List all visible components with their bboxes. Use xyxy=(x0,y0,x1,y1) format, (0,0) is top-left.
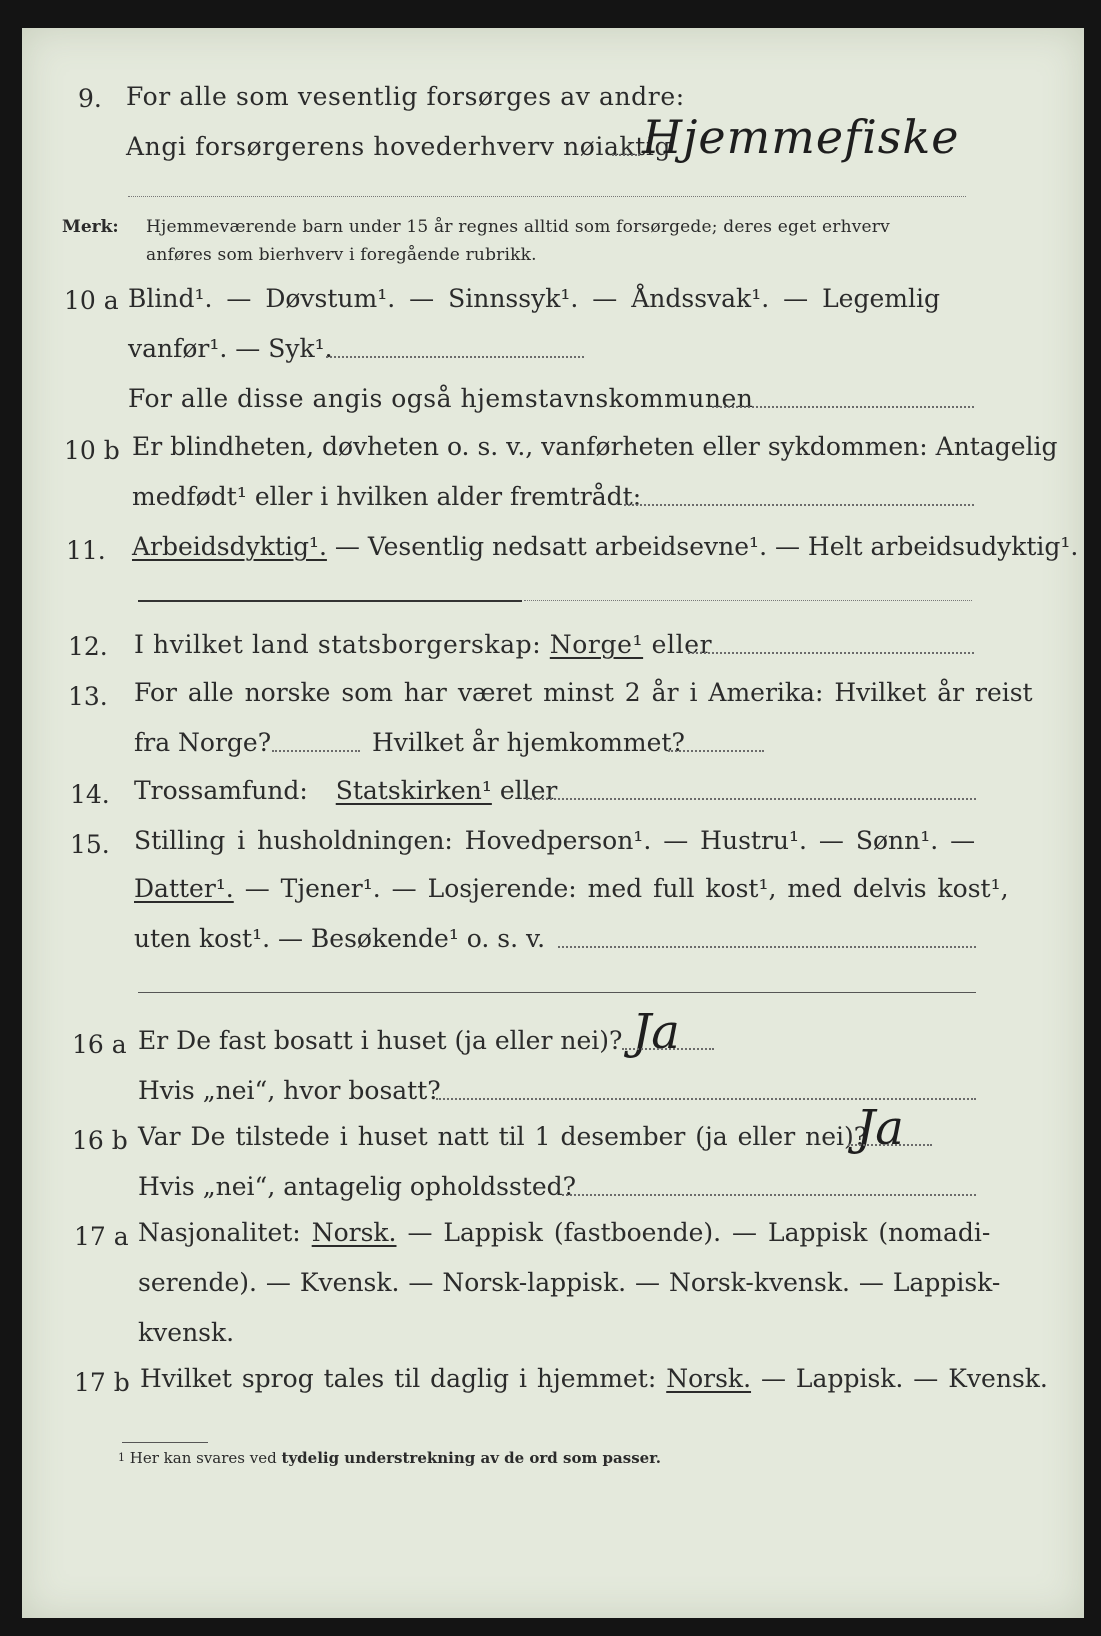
footnote-bold-text: tydelig understrekning av de ord som passer. xyxy=(281,1449,661,1467)
q9-handwritten-answer[interactable]: Hjemmefiske xyxy=(642,110,960,164)
q14-number: 14. xyxy=(70,780,110,809)
q17b-option-norsk[interactable]: Norsk. xyxy=(666,1364,752,1393)
q16a-answer-line xyxy=(622,1048,714,1050)
q9-line2: Angi forsørgerens hovederhverv nøiaktig xyxy=(126,132,672,161)
q10b-number: 10 b xyxy=(64,436,120,465)
q13-hjemkommet-line xyxy=(668,750,764,752)
merk-line2: anføres som bierhverv i foregående rubrikk. xyxy=(146,245,537,265)
q11-other-options: — Vesentlig nedsatt arbeidsevne¹. — Helt arbeidsudyktig¹. xyxy=(334,532,1079,561)
q12-tail: eller xyxy=(651,630,713,659)
census-form-page xyxy=(22,28,1084,1618)
q16a-line2: Hvis „nei“, hvor bosatt? xyxy=(138,1076,441,1105)
q11-option-arbeidsdyktig[interactable]: Arbeidsdyktig¹. xyxy=(132,532,327,561)
q12-answer-line xyxy=(688,652,974,654)
q15-answer-line xyxy=(558,946,976,948)
q17a-line3: kvensk. xyxy=(138,1318,235,1347)
q12-number: 12. xyxy=(68,632,108,661)
q10a-line2: vanfør¹. — Syk¹. xyxy=(128,334,333,363)
q14-line xyxy=(134,776,557,806)
q16b-number: 16 b xyxy=(72,1126,128,1155)
q12-question: I hvilket land statsborgerskap: xyxy=(134,630,542,659)
q15-option-datter[interactable]: Datter¹. xyxy=(134,874,234,903)
q15-continuation-line xyxy=(138,992,976,993)
footnote-rule xyxy=(122,1442,208,1443)
q17a-line1-rest: — Lappisk (fastboende). — Lappisk (nomadi- xyxy=(407,1218,991,1247)
q10a-line3: For alle disse angis også hjemstavnskommunen xyxy=(128,384,754,413)
footnote-text: Her kan svares ved xyxy=(129,1449,277,1467)
q10a-number: 10 a xyxy=(64,286,119,315)
q9-answer-line xyxy=(612,154,640,156)
q17b-number: 17 b xyxy=(74,1368,130,1397)
q16b-line2: Hvis „nei“, antagelig opholdssted? xyxy=(138,1172,577,1201)
q9-line1: For alle som vesentlig forsørges av andre: xyxy=(126,82,685,111)
q13-line2b: Hvilket år hjemkommet? xyxy=(372,728,685,757)
q16a-number: 16 a xyxy=(72,1030,127,1059)
q11-line xyxy=(132,532,1078,562)
q17a-number: 17 a xyxy=(74,1222,129,1251)
footnote xyxy=(118,1448,661,1468)
q16b-opholdssted-line xyxy=(562,1194,976,1196)
q9-number: 9. xyxy=(78,84,102,113)
q10a-line1: Blind¹. — Døvstum¹. — Sinnssyk¹. — Åndssvak¹. — Legemlig xyxy=(128,284,940,313)
q17a-line1 xyxy=(138,1218,990,1248)
q13-reist-line xyxy=(272,750,360,752)
q16b-handwritten-answer[interactable]: Ja xyxy=(856,1100,904,1156)
q12-line xyxy=(134,630,712,660)
q17b-question: Hvilket sprog tales til daglig i hjemmet: xyxy=(140,1364,657,1393)
q11-number: 11. xyxy=(66,536,106,565)
q10b-line2: medfødt¹ eller i hvilken alder fremtrådt: xyxy=(132,482,642,511)
q13-line1: For alle norske som har været minst 2 år i Amerika: Hvilket år reist xyxy=(134,678,1033,707)
q15-number: 15. xyxy=(70,830,110,859)
q10b-answer-line xyxy=(624,504,974,506)
q14-answer-line xyxy=(526,798,976,800)
q10a-answer-line xyxy=(326,356,584,358)
q10a-hometown-line xyxy=(712,406,974,408)
q14-option-statskirken[interactable]: Statskirken¹ xyxy=(335,776,492,805)
q17b-rest: — Lappisk. — Kvensk. xyxy=(760,1364,1048,1393)
q11-answer-line-right xyxy=(524,600,972,601)
merk-label: Merk: xyxy=(62,217,119,237)
q13-number: 13. xyxy=(68,682,108,711)
q15-line3: uten kost¹. — Besøkende¹ o. s. v. xyxy=(134,924,546,953)
q17b-line xyxy=(140,1364,1048,1394)
q14-question: Trossamfund: xyxy=(134,776,308,805)
q16a-handwritten-answer[interactable]: Ja xyxy=(632,1004,680,1060)
q15-line2-rest: — Tjener¹. — Losjerende: med full kost¹, med delvis kost¹, xyxy=(244,874,1009,903)
q16b-line1: Var De tilstede i huset natt til 1 desember (ja eller nei)? xyxy=(138,1122,868,1151)
q15-line2 xyxy=(134,874,1009,904)
q11-answer-line-left xyxy=(138,600,522,602)
q17a-option-norsk[interactable]: Norsk. xyxy=(311,1218,397,1247)
q17a-line2: serende). — Kvensk. — Norsk-lappisk. — Norsk-kvensk. — Lappisk- xyxy=(138,1268,1001,1297)
q13-line2a: fra Norge? xyxy=(134,728,272,757)
q9-continuation-line xyxy=(128,196,966,197)
q16b-answer-line xyxy=(848,1144,932,1146)
q16a-line1: Er De fast bosatt i huset (ja eller nei)? xyxy=(138,1026,623,1055)
merk-line1: Hjemmeværende barn under 15 år regnes alltid som forsørgede; deres eget erhverv xyxy=(146,217,890,237)
q14-tail: eller xyxy=(499,776,558,805)
q15-line1: Stilling i husholdningen: Hovedperson¹. — Hustru¹. — Sønn¹. — xyxy=(134,826,976,855)
q12-option-norge[interactable]: Norge¹ xyxy=(549,630,644,659)
q17a-question: Nasjonalitet: xyxy=(138,1218,301,1247)
footnote-marker: 1 xyxy=(118,1451,125,1464)
q10b-line1: Er blindheten, døvheten o. s. v., vanførheten eller sykdommen: Antagelig xyxy=(132,432,1058,461)
